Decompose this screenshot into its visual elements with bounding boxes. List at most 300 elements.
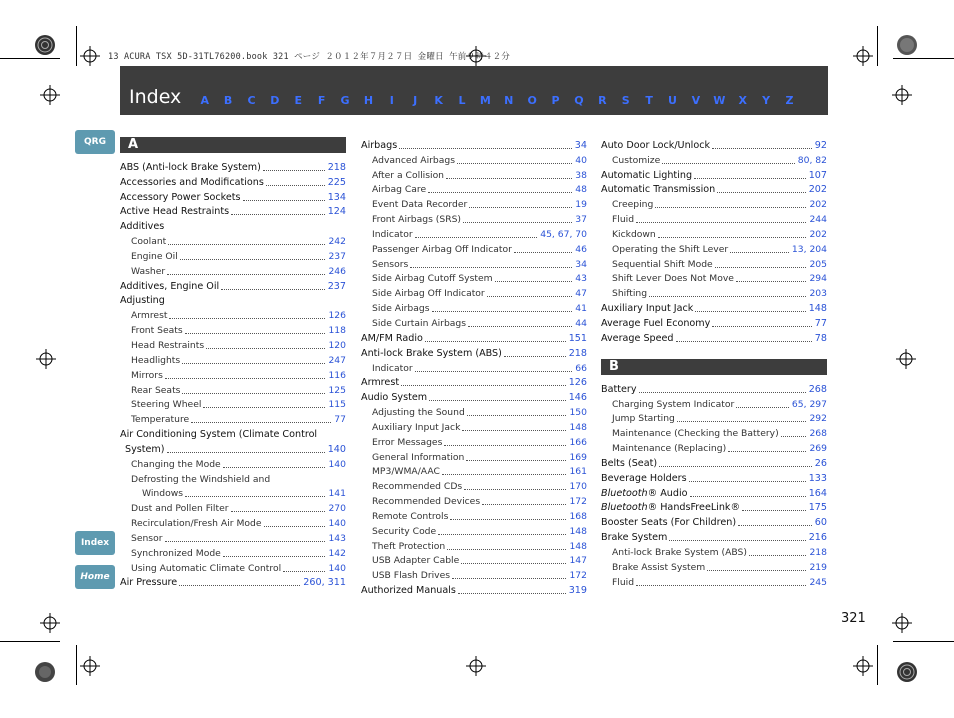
index-entry[interactable] bbox=[120, 189, 346, 204]
index-subentry[interactable] bbox=[120, 233, 346, 248]
page-link[interactable]: 151 bbox=[568, 332, 587, 344]
index-entry[interactable] bbox=[361, 330, 587, 345]
entry-label: Dust and Pollen Filter bbox=[131, 503, 229, 515]
index-subentry[interactable] bbox=[120, 352, 346, 367]
page-link[interactable]: 142 bbox=[328, 547, 346, 559]
crosshair-icon bbox=[466, 46, 486, 66]
letter-link-z[interactable]: Z bbox=[785, 94, 794, 107]
entry-label: Auxiliary Input Jack bbox=[601, 303, 694, 315]
letter-link-e[interactable]: E bbox=[294, 94, 303, 107]
index-entry[interactable] bbox=[601, 381, 827, 396]
dot-leader bbox=[168, 244, 325, 245]
index-subentry[interactable] bbox=[601, 285, 827, 300]
page-link[interactable]: 203 bbox=[809, 288, 827, 300]
page-link[interactable]: 120 bbox=[328, 339, 346, 351]
dot-leader bbox=[167, 452, 325, 453]
page-link[interactable]: 141 bbox=[328, 488, 346, 500]
page-link[interactable]: 65, 297 bbox=[791, 398, 827, 410]
index-subentry[interactable] bbox=[120, 337, 346, 352]
page-link[interactable]: 292 bbox=[809, 413, 827, 425]
index-subentry[interactable] bbox=[361, 360, 587, 375]
letter-link-h[interactable]: H bbox=[363, 94, 374, 107]
page-link[interactable]: 143 bbox=[328, 532, 346, 544]
page-link[interactable]: 172 bbox=[569, 570, 587, 582]
index-entry[interactable] bbox=[601, 485, 827, 500]
page-link[interactable]: 161 bbox=[569, 466, 587, 478]
crop-mark bbox=[0, 58, 60, 59]
index-subentry[interactable] bbox=[361, 300, 587, 315]
page-link[interactable]: 19 bbox=[575, 199, 587, 211]
entry-label: Airbag Care bbox=[372, 184, 427, 196]
dot-leader bbox=[428, 192, 572, 193]
page-link[interactable]: 246 bbox=[328, 265, 346, 277]
letter-link-n[interactable]: N bbox=[504, 94, 514, 107]
page-link[interactable]: 34 bbox=[575, 258, 587, 270]
entry-label: Error Messages bbox=[372, 436, 443, 448]
index-subentry[interactable] bbox=[120, 322, 346, 337]
page-link[interactable]: 147 bbox=[569, 555, 587, 567]
dot-leader bbox=[264, 526, 326, 527]
index-entry[interactable] bbox=[601, 500, 827, 515]
dot-leader bbox=[695, 311, 805, 312]
page-link[interactable]: 133 bbox=[808, 472, 827, 484]
index-entry[interactable] bbox=[361, 582, 587, 597]
dot-leader bbox=[467, 415, 567, 416]
index-subentry[interactable] bbox=[361, 241, 587, 256]
letter-link-f[interactable]: F bbox=[317, 94, 326, 107]
entry-label: Sensor bbox=[131, 532, 163, 544]
page-link[interactable]: 218 bbox=[568, 347, 587, 359]
dot-leader bbox=[690, 496, 806, 497]
index-subentry[interactable] bbox=[361, 508, 587, 523]
letter-link-g[interactable]: G bbox=[340, 94, 350, 107]
page-link[interactable]: 116 bbox=[328, 369, 346, 381]
entry-label: Maintenance (Checking the Battery) bbox=[612, 428, 779, 440]
index-column-3 bbox=[601, 137, 827, 589]
entry-label: Fluid bbox=[612, 214, 635, 226]
dot-leader bbox=[458, 593, 566, 594]
page-link[interactable]: 34 bbox=[574, 139, 587, 151]
crosshair-icon bbox=[892, 613, 912, 633]
page-link[interactable]: 244 bbox=[809, 214, 827, 226]
qrg-button[interactable] bbox=[75, 130, 115, 154]
entry-label: Beverage Holders bbox=[601, 472, 687, 484]
dot-leader bbox=[463, 222, 572, 223]
index-subentry[interactable] bbox=[361, 271, 587, 286]
index-subentry[interactable] bbox=[361, 464, 587, 479]
page-link[interactable]: 40 bbox=[575, 154, 587, 166]
entry-label: Steering Wheel bbox=[131, 399, 202, 411]
index-subentry[interactable] bbox=[601, 211, 827, 226]
page-link[interactable]: 140 bbox=[328, 562, 346, 574]
page-link[interactable]: 118 bbox=[328, 325, 346, 337]
index-subentry[interactable] bbox=[361, 553, 587, 568]
dot-leader bbox=[410, 267, 572, 268]
index-subentry[interactable] bbox=[601, 152, 827, 167]
page-link[interactable]: 166 bbox=[569, 436, 587, 448]
index-entry[interactable] bbox=[601, 137, 827, 152]
dot-leader bbox=[223, 467, 326, 468]
dot-leader bbox=[677, 421, 807, 422]
entry-label: Anti-lock Brake System (ABS) bbox=[361, 347, 502, 359]
letter-link-c[interactable]: C bbox=[247, 94, 256, 107]
page-link[interactable]: 37 bbox=[575, 214, 587, 226]
page-link[interactable]: 13, 204 bbox=[791, 243, 827, 255]
letter-link-t[interactable]: T bbox=[645, 94, 653, 107]
dot-leader bbox=[438, 534, 566, 535]
entry-label: Fluid bbox=[612, 576, 635, 588]
index-subentry[interactable] bbox=[120, 500, 346, 515]
index-label: Index bbox=[80, 538, 110, 548]
page-link[interactable]: 175 bbox=[808, 502, 827, 514]
letter-link-l[interactable]: L bbox=[458, 94, 466, 107]
index-subentry[interactable] bbox=[361, 493, 587, 508]
page-link[interactable]: 150 bbox=[569, 407, 587, 419]
crosshair-icon bbox=[80, 656, 100, 676]
index-subentry[interactable] bbox=[361, 523, 587, 538]
page-link[interactable]: 48 bbox=[575, 184, 587, 196]
entry-label: Side Airbag Off Indicator bbox=[372, 288, 485, 300]
page-link[interactable]: 126 bbox=[328, 310, 346, 322]
page-link[interactable]: 218 bbox=[809, 546, 827, 558]
entry-label: Automatic Transmission bbox=[601, 184, 716, 196]
index-subentry[interactable] bbox=[601, 196, 827, 211]
page-link[interactable]: 202 bbox=[808, 184, 827, 196]
dot-leader bbox=[444, 445, 566, 446]
page-link[interactable]: 169 bbox=[569, 451, 587, 463]
page-link[interactable]: 77 bbox=[814, 317, 827, 329]
letter-link-y[interactable]: Y bbox=[762, 94, 771, 107]
letter-link-b[interactable]: B bbox=[223, 94, 233, 107]
index-subentry[interactable] bbox=[601, 396, 827, 411]
page-link[interactable]: 270 bbox=[328, 503, 346, 515]
entry-label: Operating the Shift Lever bbox=[612, 243, 729, 255]
home-button[interactable] bbox=[75, 565, 115, 589]
index-subentry[interactable] bbox=[120, 545, 346, 560]
letter-link-p[interactable]: P bbox=[551, 94, 560, 107]
index-entry[interactable] bbox=[120, 575, 346, 590]
dot-leader bbox=[167, 274, 325, 275]
page-link[interactable]: 41 bbox=[575, 303, 587, 315]
index-subentry[interactable] bbox=[601, 241, 827, 256]
page-link[interactable]: 140 bbox=[328, 458, 346, 470]
page-link[interactable]: 44 bbox=[575, 317, 587, 329]
page-link[interactable]: 148 bbox=[569, 540, 587, 552]
dot-leader bbox=[432, 311, 573, 312]
index-entry[interactable] bbox=[361, 137, 587, 152]
page-link[interactable]: 77 bbox=[334, 414, 346, 426]
letter-link-d[interactable]: D bbox=[270, 94, 280, 107]
entry-label: Sensors bbox=[372, 258, 409, 270]
index-subentry[interactable] bbox=[601, 559, 827, 574]
letter-link-v[interactable]: V bbox=[691, 94, 701, 107]
crosshair-icon bbox=[80, 46, 100, 66]
dot-leader bbox=[185, 333, 326, 334]
page-link[interactable]: 126 bbox=[568, 377, 587, 389]
entry-label: Auxiliary Input Jack bbox=[372, 421, 461, 433]
alphabet-nav bbox=[193, 94, 801, 108]
page-link[interactable]: 247 bbox=[328, 354, 346, 366]
index-subentry[interactable] bbox=[361, 226, 587, 241]
page-link[interactable]: 134 bbox=[327, 191, 346, 203]
page-link[interactable]: 168 bbox=[569, 510, 587, 522]
index-subentry[interactable] bbox=[361, 211, 587, 226]
index-subentry[interactable] bbox=[361, 434, 587, 449]
page-link[interactable]: 45, 67, 70 bbox=[540, 228, 587, 240]
dot-leader bbox=[469, 207, 572, 208]
page-link[interactable]: 66 bbox=[575, 362, 587, 374]
index-subentry[interactable] bbox=[601, 271, 827, 286]
index-subentry[interactable] bbox=[120, 263, 346, 278]
crosshair-icon bbox=[36, 349, 56, 369]
page-link[interactable]: 202 bbox=[809, 228, 827, 240]
entry-label: Air Conditioning System (Climate Control bbox=[120, 429, 318, 441]
entry-label: Rear Seats bbox=[131, 384, 181, 396]
entry-label: Adjusting bbox=[120, 295, 165, 307]
index-subentry[interactable] bbox=[361, 182, 587, 197]
index-subentry[interactable] bbox=[120, 367, 346, 382]
dot-leader bbox=[495, 281, 573, 282]
entry-label: ABS (Anti-lock Brake System) bbox=[120, 161, 261, 173]
page-link[interactable]: 219 bbox=[809, 561, 827, 573]
index-entry[interactable] bbox=[120, 204, 346, 219]
page-link[interactable]: 294 bbox=[809, 273, 827, 285]
index-subentry[interactable] bbox=[601, 544, 827, 559]
dot-leader bbox=[243, 200, 325, 201]
index-entry[interactable] bbox=[361, 375, 587, 390]
page-link[interactable]: 115 bbox=[328, 399, 346, 411]
letter-link-o[interactable]: O bbox=[527, 94, 537, 107]
page-link[interactable]: 148 bbox=[569, 525, 587, 537]
page-link[interactable]: 140 bbox=[327, 443, 346, 455]
entry-label: Coolant bbox=[131, 236, 167, 248]
dot-leader bbox=[415, 371, 573, 372]
index-subentry[interactable] bbox=[601, 425, 827, 440]
entry-label: Side Airbags bbox=[372, 303, 430, 315]
dot-leader bbox=[425, 341, 566, 342]
page-link[interactable]: 46 bbox=[575, 243, 587, 255]
page-link[interactable]: 205 bbox=[809, 258, 827, 270]
page-link[interactable]: 47 bbox=[575, 288, 587, 300]
entry-label: General Information bbox=[372, 451, 465, 463]
dot-leader bbox=[442, 474, 567, 475]
page-link[interactable]: 225 bbox=[327, 176, 346, 188]
crop-mark bbox=[893, 58, 954, 59]
index-subentry[interactable] bbox=[361, 419, 587, 434]
index-subentry[interactable] bbox=[361, 256, 587, 271]
letter-link-q[interactable]: Q bbox=[574, 94, 584, 107]
letter-link-a[interactable]: A bbox=[200, 94, 209, 107]
page-link[interactable]: 268 bbox=[808, 383, 827, 395]
entry-label: Mirrors bbox=[131, 369, 163, 381]
page-link[interactable]: 319 bbox=[568, 585, 587, 597]
dot-leader bbox=[179, 585, 300, 586]
index-entry[interactable] bbox=[601, 182, 827, 197]
entry-label: Authorized Manuals bbox=[361, 585, 456, 597]
page-link[interactable]: 125 bbox=[328, 384, 346, 396]
section-header-b: B bbox=[601, 359, 827, 375]
index-subentry[interactable] bbox=[120, 530, 346, 545]
index-entry[interactable] bbox=[601, 167, 827, 182]
letter-link-k[interactable]: K bbox=[434, 94, 443, 107]
index-subentry[interactable] bbox=[361, 152, 587, 167]
entry-label: Shift Lever Does Not Move bbox=[612, 273, 734, 285]
index-subentry[interactable] bbox=[361, 478, 587, 493]
dot-leader bbox=[231, 214, 325, 215]
index-subentry[interactable] bbox=[120, 560, 346, 575]
letter-link-x[interactable]: X bbox=[738, 94, 747, 107]
page-link[interactable]: 269 bbox=[809, 443, 827, 455]
index-subentry[interactable] bbox=[361, 285, 587, 300]
entry-label: Air Pressure bbox=[120, 577, 178, 589]
dot-leader bbox=[415, 237, 538, 238]
home-label: Home bbox=[80, 572, 110, 582]
index-subentry[interactable] bbox=[120, 307, 346, 322]
index-entry[interactable] bbox=[601, 330, 827, 345]
index-entry bbox=[120, 426, 346, 441]
index-subentry[interactable] bbox=[601, 411, 827, 426]
letter-link-s[interactable]: S bbox=[621, 94, 630, 107]
crosshair-icon bbox=[40, 85, 60, 105]
dot-leader bbox=[263, 170, 325, 171]
dot-leader bbox=[165, 541, 326, 542]
page-link[interactable]: 237 bbox=[328, 250, 346, 262]
index-subentry[interactable] bbox=[120, 397, 346, 412]
index-subentry[interactable] bbox=[120, 486, 346, 501]
entry-label: Bluetooth® Audio bbox=[601, 487, 688, 499]
letter-link-m[interactable]: M bbox=[479, 94, 491, 107]
index-subentry[interactable] bbox=[120, 441, 346, 456]
index-entry bbox=[120, 293, 346, 308]
dot-leader bbox=[694, 178, 806, 179]
crop-mark bbox=[76, 26, 77, 66]
page-link[interactable]: 170 bbox=[569, 481, 587, 493]
index-entry[interactable] bbox=[601, 514, 827, 529]
index-subentry[interactable] bbox=[120, 515, 346, 530]
index-subentry[interactable] bbox=[361, 567, 587, 582]
entry-label: Armrest bbox=[131, 310, 168, 322]
page-link[interactable]: 43 bbox=[575, 273, 587, 285]
entry-label: Creeping bbox=[612, 199, 654, 211]
dot-leader bbox=[717, 192, 805, 193]
dot-leader bbox=[203, 407, 325, 408]
entry-label: Automatic Lighting bbox=[601, 169, 693, 181]
crop-mark bbox=[877, 645, 878, 685]
letter-link-w[interactable]: W bbox=[713, 94, 726, 107]
dot-leader bbox=[182, 363, 325, 364]
page-link[interactable]: 242 bbox=[328, 236, 346, 248]
page-link[interactable]: 78 bbox=[814, 332, 827, 344]
section-gap bbox=[601, 345, 827, 359]
page-link[interactable]: 260, 311 bbox=[303, 577, 346, 589]
dot-leader bbox=[165, 378, 326, 379]
index-button[interactable] bbox=[75, 531, 115, 555]
index-subentry[interactable] bbox=[601, 574, 827, 589]
index-entry[interactable] bbox=[120, 159, 346, 174]
entry-label: Side Airbag Cutoff System bbox=[372, 273, 493, 285]
index-entry[interactable] bbox=[120, 174, 346, 189]
page-link[interactable]: 92 bbox=[814, 139, 827, 151]
index-subentry[interactable] bbox=[120, 456, 346, 471]
dot-leader bbox=[468, 326, 572, 327]
index-subentry[interactable] bbox=[601, 440, 827, 455]
page-link[interactable]: 146 bbox=[568, 392, 587, 404]
page-link[interactable]: 268 bbox=[809, 428, 827, 440]
index-subentry[interactable] bbox=[120, 248, 346, 263]
page-link[interactable]: 140 bbox=[328, 518, 346, 530]
page-link[interactable]: 172 bbox=[569, 496, 587, 508]
entry-label: Indicator bbox=[372, 362, 413, 374]
index-subentry[interactable] bbox=[361, 449, 587, 464]
dot-leader bbox=[736, 281, 807, 282]
index-entry[interactable] bbox=[120, 278, 346, 293]
letter-link-j[interactable]: J bbox=[413, 94, 418, 107]
entry-label: Engine Oil bbox=[131, 250, 178, 262]
dot-leader bbox=[669, 540, 805, 541]
crosshair-icon bbox=[853, 656, 873, 676]
index-subentry[interactable] bbox=[361, 538, 587, 553]
index-subentry[interactable] bbox=[361, 167, 587, 182]
entry-label: Active Head Restraints bbox=[120, 206, 230, 218]
index-subentry[interactable] bbox=[601, 256, 827, 271]
dot-leader bbox=[450, 519, 566, 520]
index-subentry[interactable] bbox=[361, 196, 587, 211]
page-link[interactable]: 216 bbox=[808, 532, 827, 544]
entry-label: Bluetooth® HandsFreeLink® bbox=[601, 502, 741, 514]
index-entry[interactable] bbox=[601, 470, 827, 485]
crop-mark bbox=[877, 26, 878, 66]
index-subentry[interactable] bbox=[120, 382, 346, 397]
entry-label: Average Speed bbox=[601, 332, 674, 344]
page-link[interactable]: 38 bbox=[575, 169, 587, 181]
entry-label: Head Restraints bbox=[131, 339, 205, 351]
entry-label: Using Automatic Climate Control bbox=[131, 562, 282, 574]
page-link[interactable]: 218 bbox=[327, 161, 346, 173]
index-subentry[interactable] bbox=[120, 411, 346, 426]
crosshair-icon bbox=[892, 85, 912, 105]
page-link[interactable]: 202 bbox=[809, 199, 827, 211]
index-entry[interactable] bbox=[361, 389, 587, 404]
crop-mark bbox=[0, 641, 60, 642]
page-link[interactable]: 60 bbox=[814, 517, 827, 529]
page-link[interactable]: 107 bbox=[808, 169, 827, 181]
page-link[interactable]: 26 bbox=[814, 457, 827, 469]
page-link[interactable]: 148 bbox=[569, 421, 587, 433]
page-link[interactable]: 245 bbox=[809, 576, 827, 588]
letter-link-i[interactable]: I bbox=[389, 94, 394, 107]
index-entry[interactable] bbox=[601, 529, 827, 544]
page-link[interactable]: 164 bbox=[808, 487, 827, 499]
dot-leader bbox=[707, 570, 806, 571]
entry-label: Windows bbox=[142, 488, 184, 500]
page-link[interactable]: 80, 82 bbox=[797, 154, 827, 166]
letter-link-r[interactable]: R bbox=[598, 94, 607, 107]
index-entry[interactable] bbox=[601, 315, 827, 330]
entry-label-italic: Bluetooth bbox=[601, 502, 648, 514]
index-subentry[interactable] bbox=[361, 404, 587, 419]
index-entry[interactable] bbox=[601, 455, 827, 470]
page-link[interactable]: 237 bbox=[327, 280, 346, 292]
letter-link-u[interactable]: U bbox=[668, 94, 677, 107]
page-link[interactable]: 124 bbox=[327, 206, 346, 218]
index-entry[interactable] bbox=[601, 300, 827, 315]
index-subentry[interactable] bbox=[601, 226, 827, 241]
dot-leader bbox=[728, 451, 806, 452]
index-entry[interactable] bbox=[361, 345, 587, 360]
index-subentry[interactable] bbox=[361, 315, 587, 330]
entry-label: Anti-lock Brake System (ABS) bbox=[612, 546, 747, 558]
page-link[interactable]: 148 bbox=[808, 303, 827, 315]
